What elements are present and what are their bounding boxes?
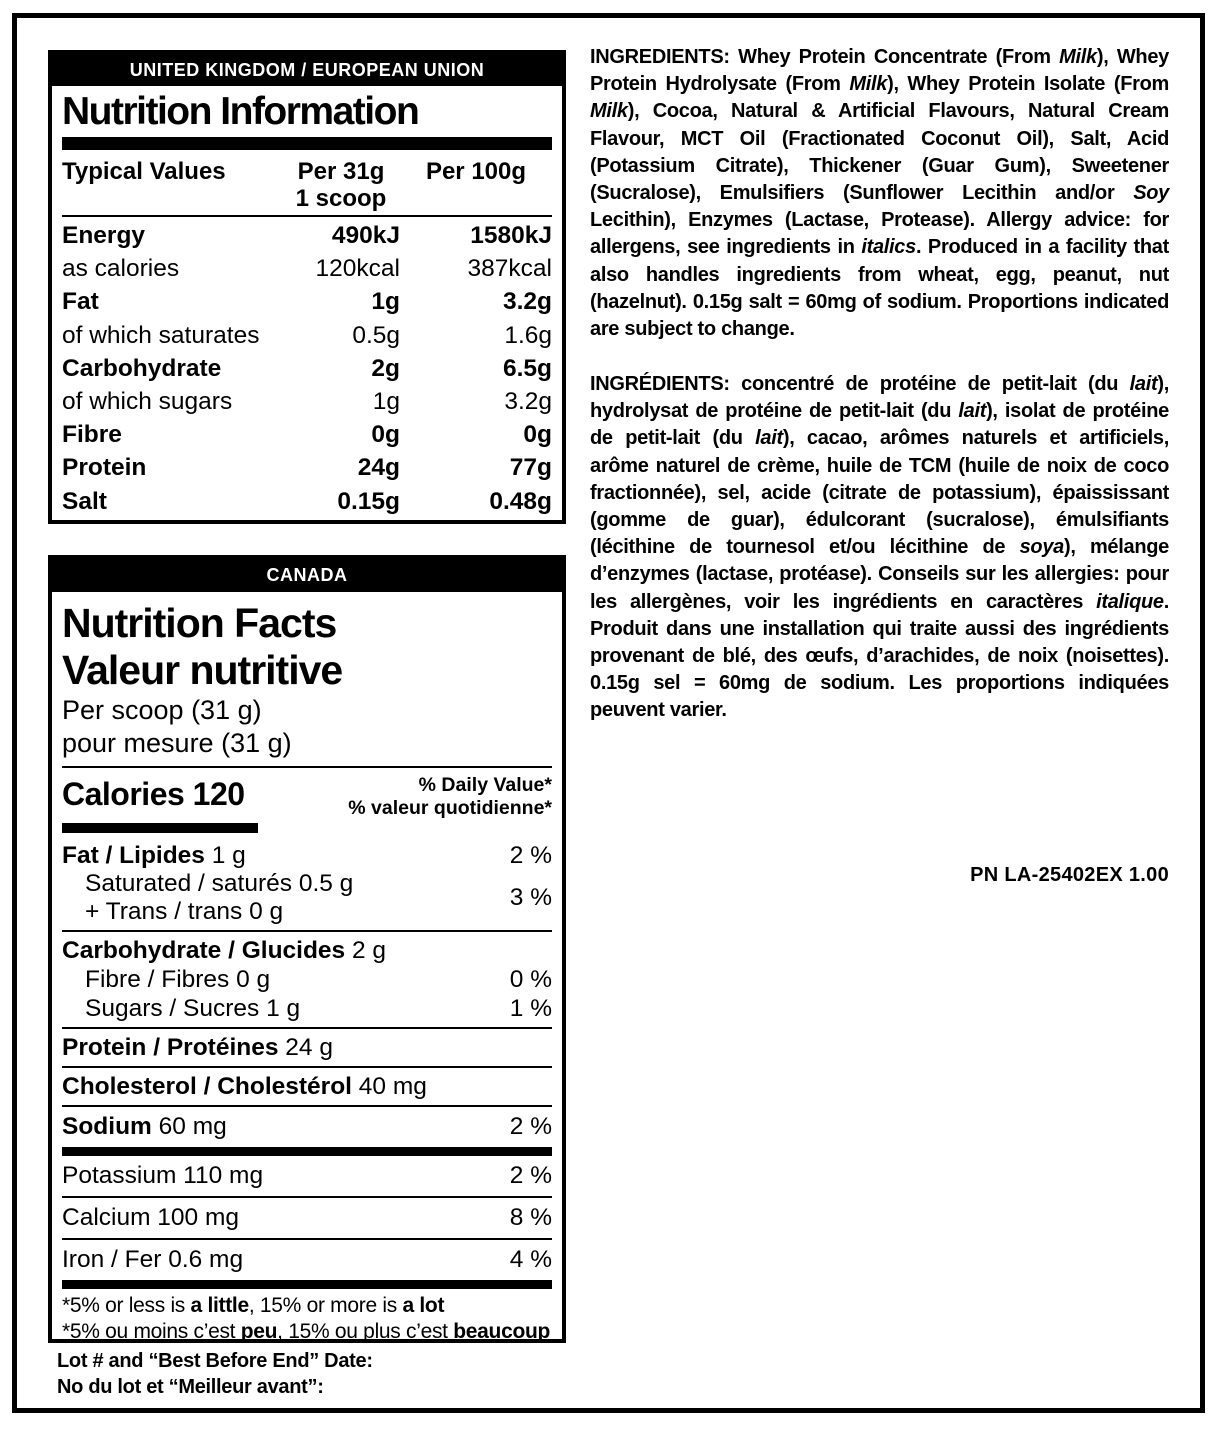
sugars-row: Sugars / Sucres 1 g 1 % <box>85 995 552 1022</box>
lot-date-label-fr: No du lot et “Meilleur avant”: <box>57 1376 324 1398</box>
uk-row-fibre: Fibre 0g 0g <box>62 421 552 449</box>
lot-date-block <box>57 1348 373 1400</box>
ingredients-paragraph-fr: INGRÉDIENTS: concentré de protéine de petit-lait (du lait), hydrolysat de protéine de petit-lait (du lait), isolat de protéine de petit-lait (du lait), cacao, arômes naturels et artificiels, arôme naturel de crème, huile de TCM (huile de noix de coco fractionnée), sel, acide (citrate de potassium), épaississant (gomme de guar), édulcorant (sucralose), émulsifiants (lécithine de tournesol et/ou lécithine de soya), mélange d’enzymes (lactase, protéase). Conseils sur les allergies: pour les allergènes, voir les ingrédients en caractères italique. Produit dans une installation qui traite aussi des ingrédients provenant de blé, des œufs, d’arachides, de noix (noisettes). 0.15g sel = 60mg de sodium. Les proportions indiquées peuvent varier. <box>590 373 1169 722</box>
uk-row-sugars: of which sugars 1g 3.2g <box>62 388 552 416</box>
protein-section-rule <box>62 1066 552 1068</box>
cholesterol-section-rule <box>62 1105 552 1107</box>
uk-row-energy: Energy 490kJ 1580kJ <box>62 222 552 249</box>
part-number: PN LA-25402EX 1.00 <box>970 864 1169 886</box>
uk-panel-title: Nutrition Information <box>62 90 419 133</box>
nutrition-facts-title: Nutrition Facts <box>62 600 337 646</box>
serving-size-fr: pour mesure (31 g) <box>62 728 292 758</box>
fibre-row: Fibre / Fibres 0 g 0 % <box>85 966 552 993</box>
sodium-row: Sodium 60 mg 2 % <box>62 1113 552 1140</box>
uk-eu-nutrition-panel <box>48 50 566 524</box>
fat-section-rule <box>62 930 552 932</box>
ingredients-paragraph-en: INGREDIENTS: Whey Protein Concentrate (From Milk), Whey Protein Hydrolysate (From Milk), Whey Protein Isolate (From Milk), Cocoa, Natural & Artificial Flavours, Natural Cream Flavour, MCT Oil (Fractionated Coconut Oil), Salt, Acid (Potassium Citrate), Thickener (Guar Gum), Sweetener (Sucralose), Emulsifiers (Sunflower Lecithin and/or Soy Lecithin), Enzymes (Lactase, Protease). Allergy advice: for allergens, see ingredients in italics. Produced in a facility that also handles ingredients from wheat, egg, peanut, nut (hazelnut). 0.15g salt = 60mg of sodium. Proportions indicated are subject to change. <box>590 46 1170 341</box>
carbohydrate-section-rule <box>62 1027 552 1029</box>
uk-table-header-row <box>62 154 552 212</box>
cholesterol-row: Cholesterol / Cholestérol 40 mg <box>62 1073 427 1100</box>
uk-row-as-calories: as calories 120kcal 387kcal <box>62 255 552 283</box>
calcium-row: Calcium 100 mg 8 % <box>62 1204 552 1231</box>
uk-row-fat: Fat 1g 3.2g <box>62 288 552 316</box>
uk-title-divider-bar <box>62 137 552 150</box>
uk-header-per-100g: Per 100g <box>425 158 527 185</box>
uk-header-typical-values: Typical Values <box>62 158 226 185</box>
minerals-divider-bar <box>62 1280 552 1289</box>
lot-date-label-en: Lot # and “Best Before End” Date: <box>57 1350 373 1372</box>
sodium-divider-bar <box>62 1147 552 1156</box>
fat-row: Fat / Lipides 1 g 2 % <box>62 842 552 869</box>
iron-row: Iron / Fer 0.6 mg 4 % <box>62 1246 552 1273</box>
saturated-trans-row: Saturated / saturés 0.5 g + Trans / trans 0 g 3 % <box>85 870 552 925</box>
uk-row-salt: Salt 0.15g 0.48g <box>62 487 552 515</box>
uk-header-per-serving: Per 31g 1 scoop <box>295 158 387 212</box>
canada-region-banner: CANADA <box>52 559 562 592</box>
calories-value: Calories 120 <box>62 776 245 812</box>
protein-row: Protein / Protéines 24 g <box>62 1034 333 1061</box>
carbohydrate-row: Carbohydrate / Glucides 2 g <box>62 937 387 964</box>
calcium-rule <box>62 1238 552 1240</box>
uk-row-saturates: of which saturates 0.5g 1.6g <box>62 321 552 349</box>
daily-value-header: % Daily Value* % valeur quotidienne* <box>348 774 552 819</box>
uk-row-protein: Protein 24g 77g <box>62 454 552 482</box>
daily-value-footnote-en: *5% or less is a little, 15% or more is a lot <box>62 1294 445 1317</box>
uk-row-carbohydrate: Carbohydrate 2g 6.5g <box>62 354 552 382</box>
daily-value-footnote-fr: *5% ou moins c’est peu, 15% ou plus c’est beaucoup <box>62 1320 551 1343</box>
uk-eu-region-banner: UNITED KINGDOM / EUROPEAN UNION <box>52 54 562 86</box>
potassium-rule <box>62 1196 552 1198</box>
calories-row <box>62 768 552 820</box>
serving-size-en: Per scoop (31 g) <box>62 695 262 725</box>
uk-header-rule <box>62 215 552 217</box>
potassium-row: Potassium 110 mg 2 % <box>62 1162 552 1189</box>
valeur-nutritive-title: Valeur nutritive <box>62 647 343 693</box>
canada-nutrition-facts-panel <box>48 555 566 1343</box>
calories-underline-bar <box>62 823 258 833</box>
